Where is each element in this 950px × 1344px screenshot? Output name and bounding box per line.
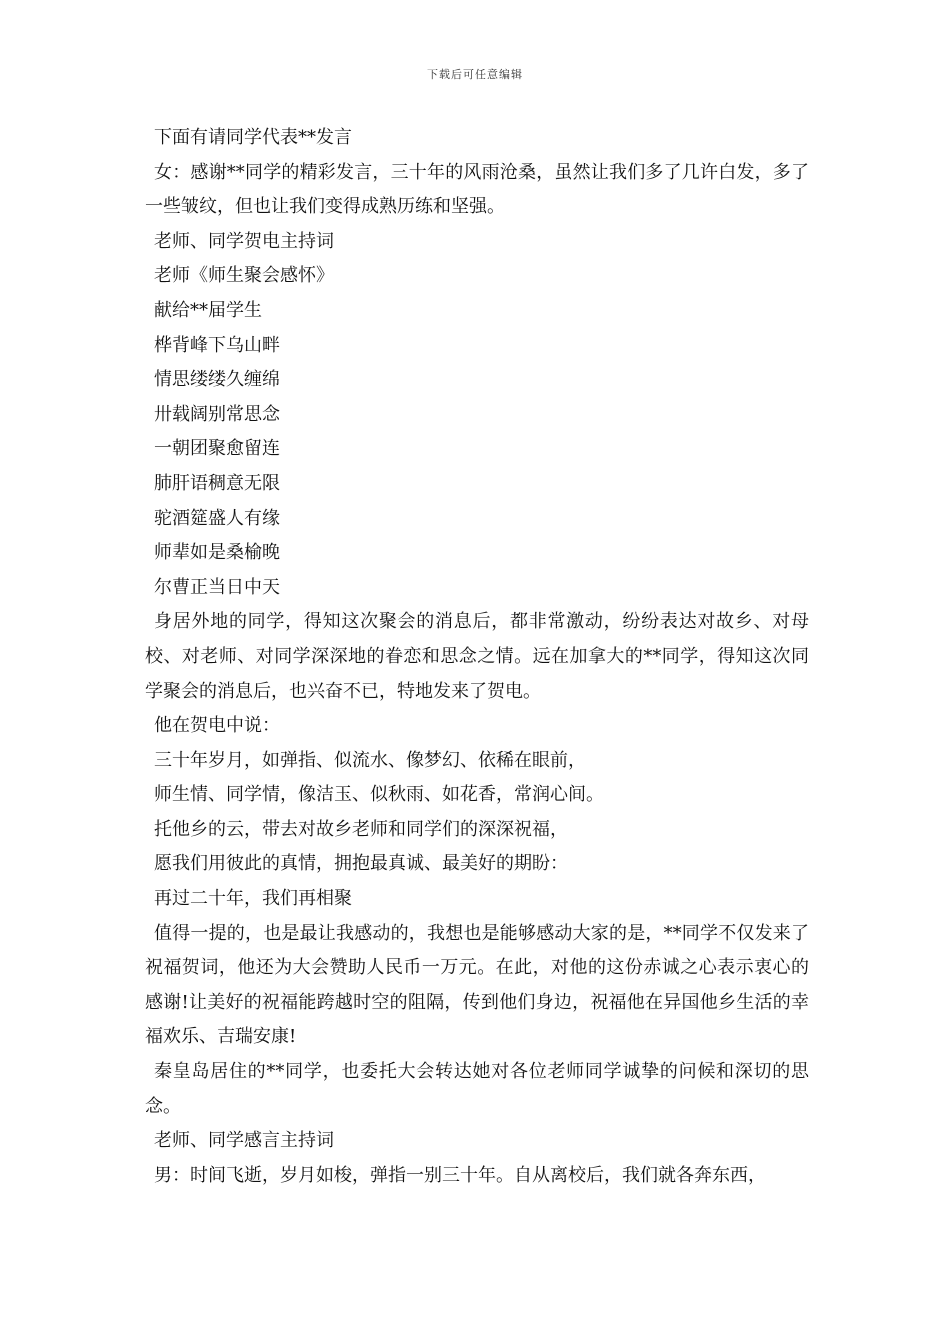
paragraph: 再过二十年，我们再相聚 <box>154 888 352 910</box>
paragraph: 老师、同学贺电主持词 <box>154 230 334 252</box>
paragraph: 值得一提的，也是最让我感动的，我想也是能够感动大家的是，**同学不仅发来了祝福贺词，他还为大会赞助人民币一万元。在此，对他的这份赤诚之心表示衷心的感谢!让美好的祝福能跨越时空的阻隔，传到他们身边，祝福他在异国他乡生活的幸福欢乐、吉瑞安康! <box>145 922 809 1048</box>
paragraph: 女：感谢**同学的精彩发言，三十年的风雨沧桑，虽然让我们多了几许白发，多了一些皱纹，但也让我们变得成熟历练和坚强。 <box>145 161 809 218</box>
paragraph: 他在贺电中说： <box>154 715 280 737</box>
paragraph: 秦皇岛居住的**同学，也委托大会转达她对各位老师同学诚挚的问候和深切的思念。 <box>145 1061 809 1117</box>
page-header: 下载后可任意编辑 <box>427 68 523 81</box>
paragraph: 男：时间飞逝，岁月如梭，弹指一别三十年。自从离校后，我们就各奔东西， <box>154 1164 766 1186</box>
poem-line: 驼酒筵盛人有缘 <box>154 507 280 529</box>
poem-line: 尔曹正当日中天 <box>154 576 280 598</box>
paragraph: 托他乡的云，带去对故乡老师和同学们的深深祝福， <box>154 818 568 840</box>
poem-line: 卅载阔别常思念 <box>154 403 280 425</box>
poem-line: 肺肝语稠意无限 <box>154 472 280 494</box>
paragraph: 老师《师生聚会感怀》 <box>154 265 334 287</box>
poem-line: 情思缕缕久缠绵 <box>154 369 280 391</box>
document-body <box>145 121 809 1193</box>
paragraph: 下面有请同学代表**发言 <box>154 127 352 148</box>
poem-line: 桦背峰下乌山畔 <box>154 334 280 356</box>
paragraph: 身居外地的同学，得知这次聚会的消息后，都非常激动，纷纷表达对故乡、对母校、对老师、对同学深深地的眷恋和思念之情。远在加拿大的**同学，得知这次同学聚会的消息后，也兴奋不已，特地发来了贺电。 <box>145 611 809 702</box>
paragraph: 愿我们用彼此的真情，拥抱最真诚、最美好的期盼： <box>154 853 568 875</box>
paragraph: 三十年岁月，如弹指、似流水、像梦幻、依稀在眼前， <box>154 749 586 771</box>
paragraph: 献给**届学生 <box>154 299 262 321</box>
poem-line: 一朝团聚愈留连 <box>154 438 280 460</box>
paragraph: 老师、同学感言主持词 <box>154 1130 334 1152</box>
poem-line: 师辈如是桑榆晚 <box>154 542 280 564</box>
paragraph: 师生情、同学情，像洁玉、似秋雨、如花香，常润心间。 <box>154 784 604 806</box>
